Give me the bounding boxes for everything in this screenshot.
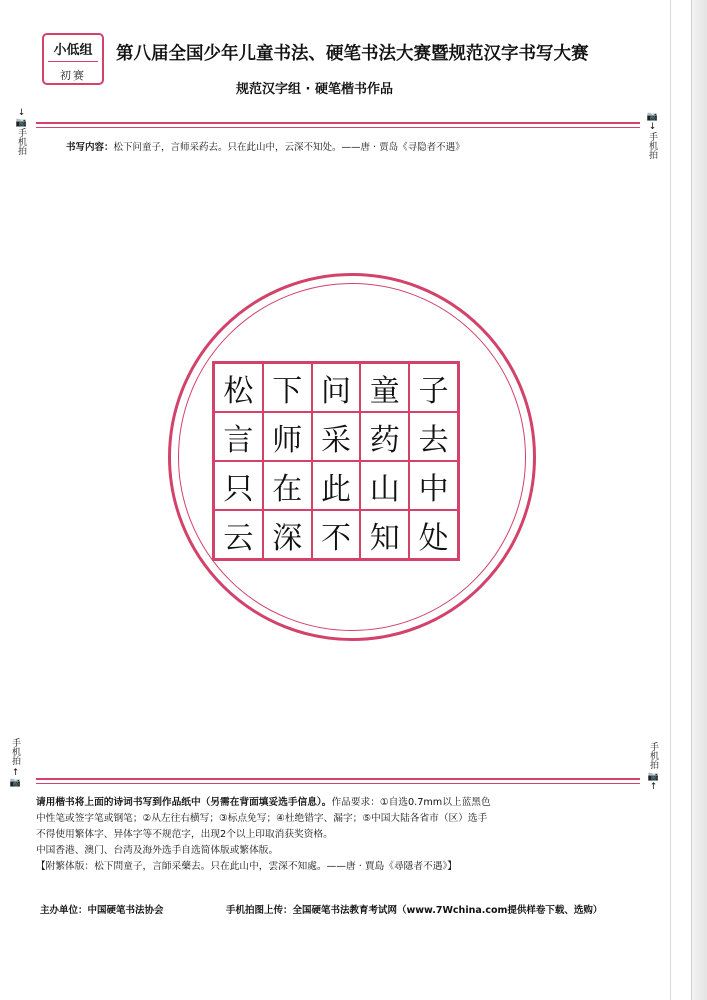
writing-content xyxy=(66,139,465,153)
writing-content-text: 松下问童子，言师采药去。只在此山中，云深不知处。——唐 · 贾岛《寻隐者不遇》 xyxy=(113,142,465,153)
phone-capture-mark-top-right xyxy=(645,112,659,162)
grid-cell: 只 xyxy=(214,461,263,510)
grid-cell: 药 xyxy=(360,412,409,461)
traditional-version-line: 【附繁体版：松下問童子，言師采藥去。只在此山中，雲深不知處。——唐 · 賈島《尋隱者不遇》】 xyxy=(36,861,457,872)
instructions-block xyxy=(36,795,646,875)
camera-arrow-icon: ↓📷 xyxy=(15,108,27,128)
bottom-divider-thick xyxy=(36,778,640,780)
grid-cell: 中 xyxy=(409,461,458,510)
phone-capture-label: 手机拍 xyxy=(10,738,20,765)
round-label: 初赛 xyxy=(60,69,86,82)
top-divider-thin xyxy=(36,127,640,128)
grid-cell: 言 xyxy=(214,412,263,461)
upload-info-text: 手机拍图上传：全国硬笔书法教育考试网（www.7Wchina.com提供样卷下载、选购） xyxy=(226,905,603,916)
phone-capture-label: 手机拍 xyxy=(648,742,658,769)
grid-cell: 此 xyxy=(312,461,361,510)
grid-cell: 山 xyxy=(360,461,409,510)
scan-edge xyxy=(691,0,707,1000)
camera-arrow-icon: ↑📷 xyxy=(9,768,21,788)
phone-capture-mark-bottom-right xyxy=(646,742,660,792)
writing-content-label: 书写内容： xyxy=(66,142,114,153)
calligraphy-grid xyxy=(212,361,460,561)
group-label: 小低组 xyxy=(48,39,98,62)
grid-cell: 知 xyxy=(360,510,409,559)
page-title: 第八届全国少年儿童书法、硬笔书法大赛暨规范汉字书写大赛 xyxy=(116,44,589,64)
bottom-divider-thin xyxy=(36,783,640,784)
grid-cell: 在 xyxy=(263,461,312,510)
top-divider-thick xyxy=(36,122,640,124)
instructions-line-3: 不得使用繁体字、异体字等不规范字，出现2个以上印取消获奖资格。 xyxy=(36,829,333,840)
grid-cell: 去 xyxy=(409,412,458,461)
phone-capture-mark-top-left xyxy=(14,108,28,158)
grid-cell: 深 xyxy=(263,510,312,559)
instructions-line-2: 中性笔或签字笔或钢笔；②从左往右横写；③标点免写；④杜绝错字、漏字；⑤中国大陆各省市（区）选手 xyxy=(36,813,488,824)
page-subtitle: 规范汉字组 · 硬笔楷书作品 xyxy=(236,82,393,97)
grid-cell: 童 xyxy=(360,363,409,412)
grid-cell: 采 xyxy=(312,412,361,461)
scan-fold-line xyxy=(670,0,671,1000)
instructions-line-4: 中国香港、澳门、台湾及海外选手自选简体版或繁体版。 xyxy=(36,845,279,856)
grid-cell: 处 xyxy=(409,510,458,559)
grid-cell: 子 xyxy=(409,363,458,412)
instructions-line-1: 请用楷书将上面的诗词书写到作品纸中（另需在背面填妥选手信息）。作品要求：①自选0.7mm以上蓝黑色 xyxy=(36,797,491,808)
camera-arrow-icon: 📷↓ xyxy=(646,112,658,132)
grid-cell: 松 xyxy=(214,363,263,412)
grid-cell: 师 xyxy=(263,412,312,461)
phone-capture-label: 手机拍 xyxy=(647,132,657,159)
group-badge xyxy=(42,33,104,85)
grid-cell: 不 xyxy=(312,510,361,559)
grid-cell: 问 xyxy=(312,363,361,412)
camera-arrow-icon: 📷↑ xyxy=(647,772,659,792)
organizer-text: 主办单位：中国硬笔书法协会 xyxy=(40,905,164,916)
phone-capture-label: 手机拍 xyxy=(16,128,26,155)
phone-capture-mark-bottom-left xyxy=(8,738,22,788)
grid-cell: 云 xyxy=(214,510,263,559)
grid-cell: 下 xyxy=(263,363,312,412)
